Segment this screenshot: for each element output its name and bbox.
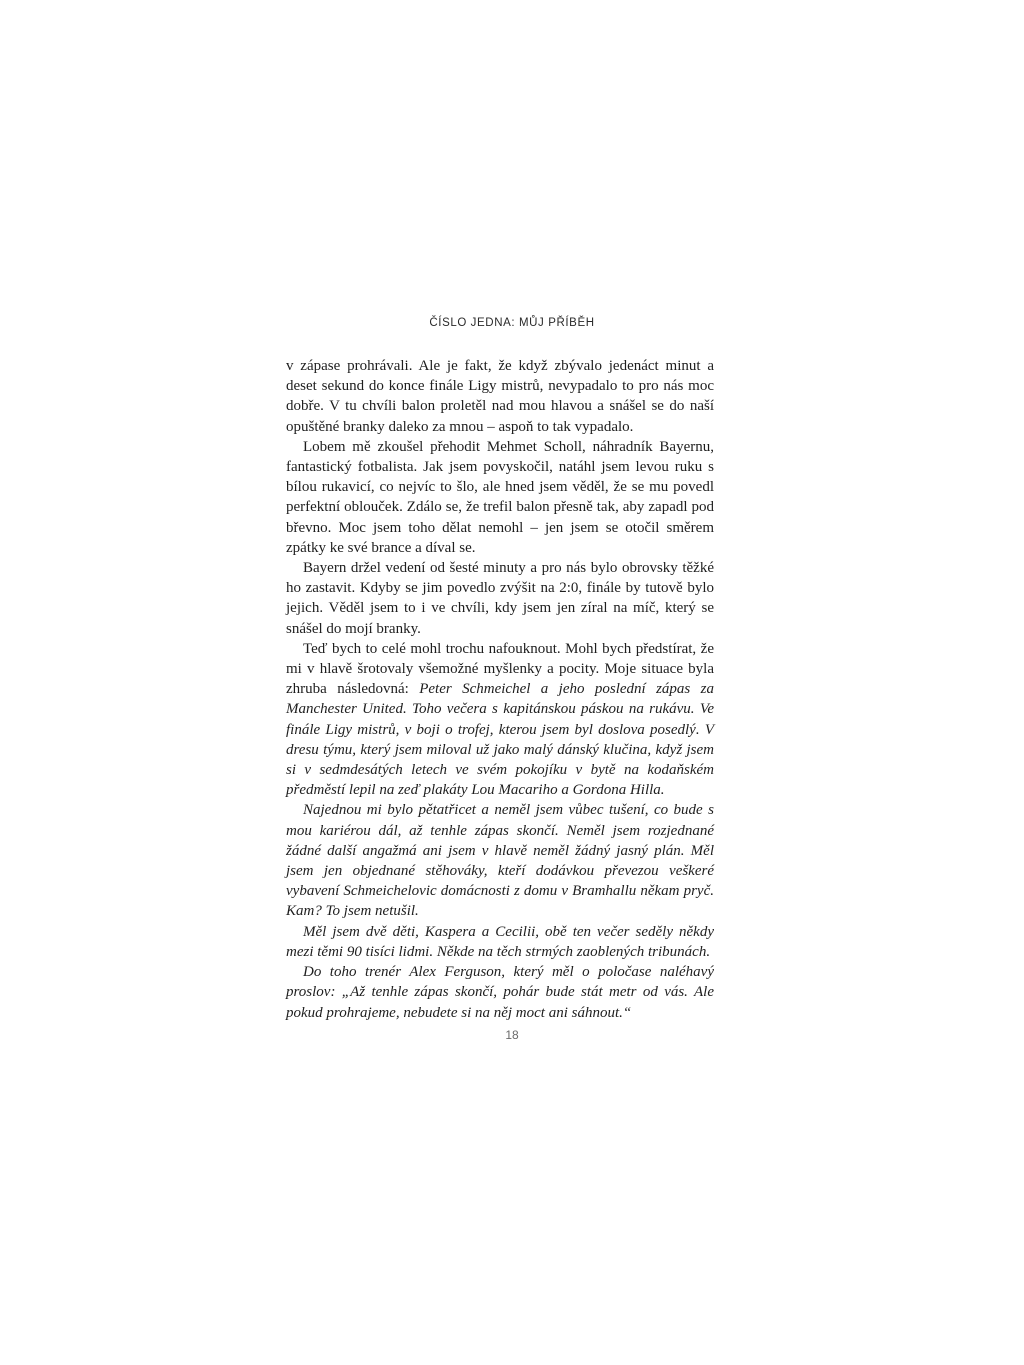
page-number: 18: [505, 1028, 519, 1042]
paragraph-2: Lobem mě zkoušel přehodit Mehmet Scholl, náhradník Bayernu, fantastický fotbalista. Jak jsem povyskočil, natáhl jsem levou ruku s bílou rukavicí, co nejvíc to šlo, ale hned jsem věděl, že se mu povedl perfektní oblouček. Zdálo se, že trefil balon přesně tak, aby zapadl pod břevno. Moc jsem toho dělat nemohl – jen jsem se otočil směrem zpátky ke své brance a díval se.: [286, 438, 714, 556]
paragraph-4-italic: Peter Schmeichel a jeho poslední zápas za Manchester United. Toho večera s kapitánskou páskou na rukávu. Ve finále Ligy mistrů, v boji o trofej, kterou jsem byl doslova posedlý. V dresu týmu, který jsem miloval už jako malý dánský klučina, když jsem si v sedmdesátých letech ve svém pokojíku v bytě na kodaňském předměstí lepil na zeď plakáty Lou Macariho a Gordona Hilla.: [286, 681, 714, 799]
paragraph-4: [286, 639, 714, 801]
body-text: [286, 356, 714, 1023]
paragraph-7: Do toho trenér Alex Ferguson, který měl o poločase naléhavý proslov: „Až tenhle zápas skončí, pohár bude stát metr od vás. Ale pokud prohrajeme, nebudete si na něj moct ani sáhnout.“: [286, 964, 714, 1021]
paragraph-6: Měl jsem dvě děti, Kaspera a Cecilii, obě ten večer seděly někdy mezi těmi 90 tisíci lidmi. Někde na těch strmých zaoblených tribunách.: [286, 923, 714, 960]
paragraph-1: v zápase prohrávali. Ale je fakt, že když zbývalo jedenáct minut a deset sekund do konce finále Ligy mistrů, nevypadalo to pro nás moc dobře. V tu chvíli balon proletěl nad mou hlavou a snášel se do naší opuštěné branky daleko za mnou – aspoň to tak vypadalo.: [286, 358, 714, 435]
paragraph-3: Bayern držel vedení od šesté minuty a pro nás bylo obrovsky těžké ho zastavit. Kdyby se jim povedlo zvýšit na 2:0, finále by tutově bylo jejich. Věděl jsem to i ve chvíli, kdy jsem jen zíral na míč, který se snášel do mojí branky.: [286, 560, 714, 637]
paragraph-5: Najednou mi bylo pětatřicet a neměl jsem vůbec tušení, co bude s mou kariérou dál, až tenhle zápas skončí. Neměl jsem rozjednané žádné další angažmá ani jsem v hlavě neměl žádný jasný plán. Měl jsem jen objednané stěhováky, kteří dodávkou převezou veškeré vybavení Schmeichelovic domácnosti z domu v Bramhallu někam pryč. Kam? To jsem netušil.: [286, 802, 714, 920]
running-head: ČÍSLO JEDNA: MŮJ PŘÍBĚH: [429, 317, 595, 329]
paragraph-4-roman: Teď bych to celé mohl trochu nafouknout. Mohl bych předstírat, že mi v hlavě šrotovaly všemožné myšlenky a pocity. Moje situace byla zhruba následovná:: [286, 640, 714, 698]
